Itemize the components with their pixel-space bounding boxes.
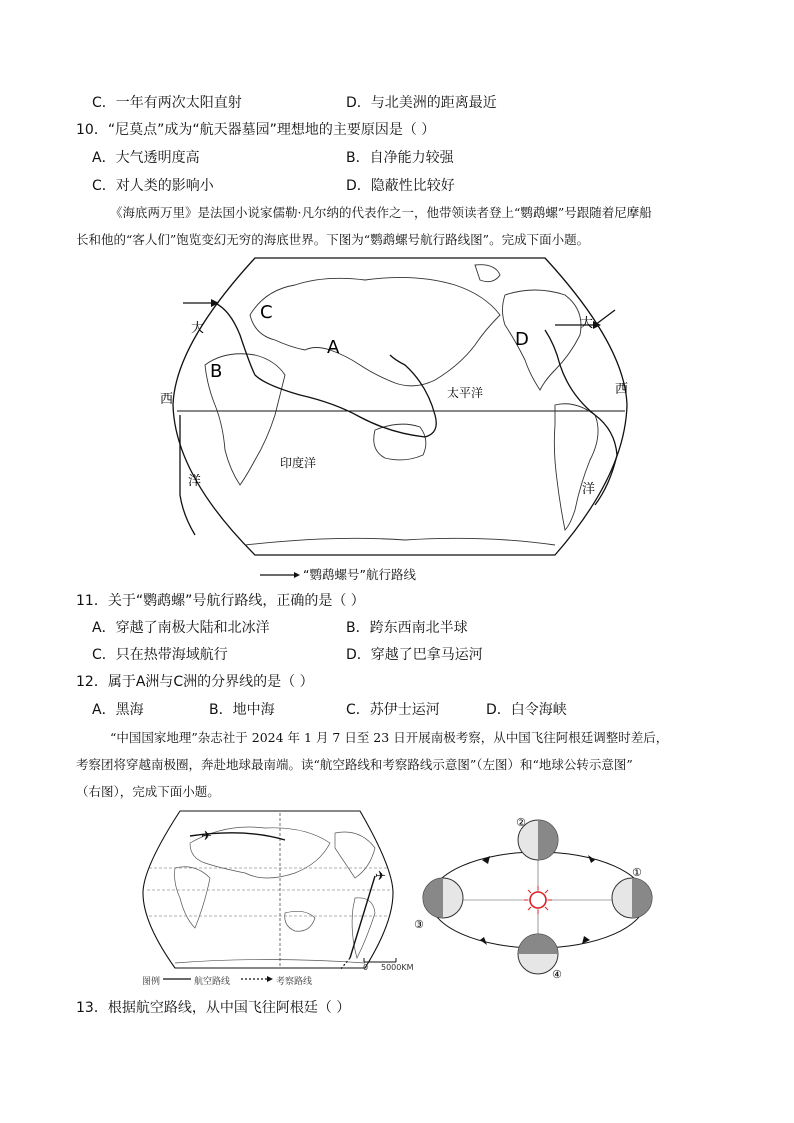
q12-option-b: B．地中海 [209, 702, 275, 718]
orbit-label-4: ④ [552, 968, 562, 981]
airplane-icon: ✈ [201, 829, 212, 844]
map1-legend-arrow [258, 570, 302, 580]
passage2-line3: （右图），完成下面小题。 [76, 784, 220, 799]
q11-option-a: A．穿越了南极大陆和北冰洋 [92, 620, 270, 636]
orbit-label-1: ① [632, 866, 642, 879]
airplane-icon: ✈ [375, 869, 386, 884]
q10-option-d: D．隐蔽性比较好 [346, 178, 455, 194]
orbit-label-3: ③ [414, 918, 424, 931]
label-A: A [327, 337, 340, 358]
map2-legend-survey-line [240, 976, 274, 982]
q9-option-c: C．一年有两次太阳直射 [92, 95, 242, 111]
label-xi-right: 西 [615, 382, 629, 397]
map2-frame [143, 811, 393, 968]
map2-legend-air: 航空路线 [194, 977, 231, 987]
map2-legend-survey: 考察路线 [276, 977, 313, 987]
passage2-line2: 考察团将穿越南极圈，奔赴地球最南端。读“航空路线和考察路线示意图”（左图）和“地球公转示意图” [76, 757, 633, 772]
q11-stem: 11．关于“鹦鹉螺”号航行路线，正确的是（ ） [76, 593, 365, 609]
q11-option-d: D．穿越了巴拿马运河 [346, 647, 483, 663]
passage2-line1: “中国国家地理”杂志社于 2024 年 1 月 7 日至 23 日开展南极考察，从中国飞往阿根廷调整时差后， [110, 730, 669, 745]
label-xi-left: 西 [160, 392, 174, 407]
orbit-arrow-icon [482, 856, 490, 864]
q10-option-c: C．对人类的影响小 [92, 178, 214, 194]
q12-option-c: C．苏伊士运河 [346, 702, 440, 718]
earth-position-3 [423, 878, 463, 918]
q10-option-b: B．自净能力较强 [346, 150, 454, 166]
q11-option-b: B．跨东西南北半球 [346, 620, 468, 636]
air-survey-route-map [135, 808, 400, 993]
passage1-line2: 长和他的“客人们”饱览变幻无穷的海底世界。下图为“鹦鹉螺号航行路线图”。完成下面小题。 [76, 232, 590, 247]
map2-scale-zero: 0 [363, 963, 369, 972]
label-D: D [515, 329, 529, 350]
earth-position-1 [612, 878, 652, 918]
map2-scale-value: 5000KM [381, 963, 414, 972]
q12-option-d: D．白令海峡 [486, 702, 567, 718]
label-da-left: 大 [191, 321, 205, 336]
map2-legend-air-line [162, 976, 192, 982]
label-yang-left: 洋 [188, 474, 202, 489]
orbit-label-2: ② [516, 816, 526, 829]
earth-orbit-diagram [410, 812, 665, 984]
q9-option-d: D．与北美洲的距离最近 [346, 95, 497, 111]
label-B: B [210, 361, 223, 382]
q12-option-a: A．黑海 [92, 702, 144, 718]
label-C: C [260, 302, 273, 323]
q12-stem: 12．属于A洲与C洲的分界线的是（ ） [76, 674, 314, 690]
label-pacific: 太平洋 [447, 386, 484, 400]
q13-stem: 13．根据航空路线，从中国飞往阿根廷（ ） [76, 1000, 351, 1016]
passage1-line1: 《海底两万里》是法国小说家儒勒·凡尔纳的代表作之一，他带领读者登上“鹦鹉螺”号跟随着尼摩船 [110, 205, 652, 220]
map-frame [173, 258, 627, 555]
label-da-right: 大 [580, 316, 594, 331]
map2-legend-title: 图例 [142, 977, 161, 987]
label-yang-right: 洋 [582, 482, 596, 497]
voyage-route-map [155, 255, 645, 585]
q10-option-a: A．大气透明度高 [92, 150, 200, 166]
q10-stem: 10．“尼莫点”成为“航天器墓园”理想地的主要原因是（ ） [76, 122, 436, 138]
map1-legend-text: “鹦鹉螺号”航行路线 [303, 567, 416, 582]
q11-option-c: C．只在热带海域航行 [92, 647, 228, 663]
label-indian: 印度洋 [280, 456, 317, 470]
